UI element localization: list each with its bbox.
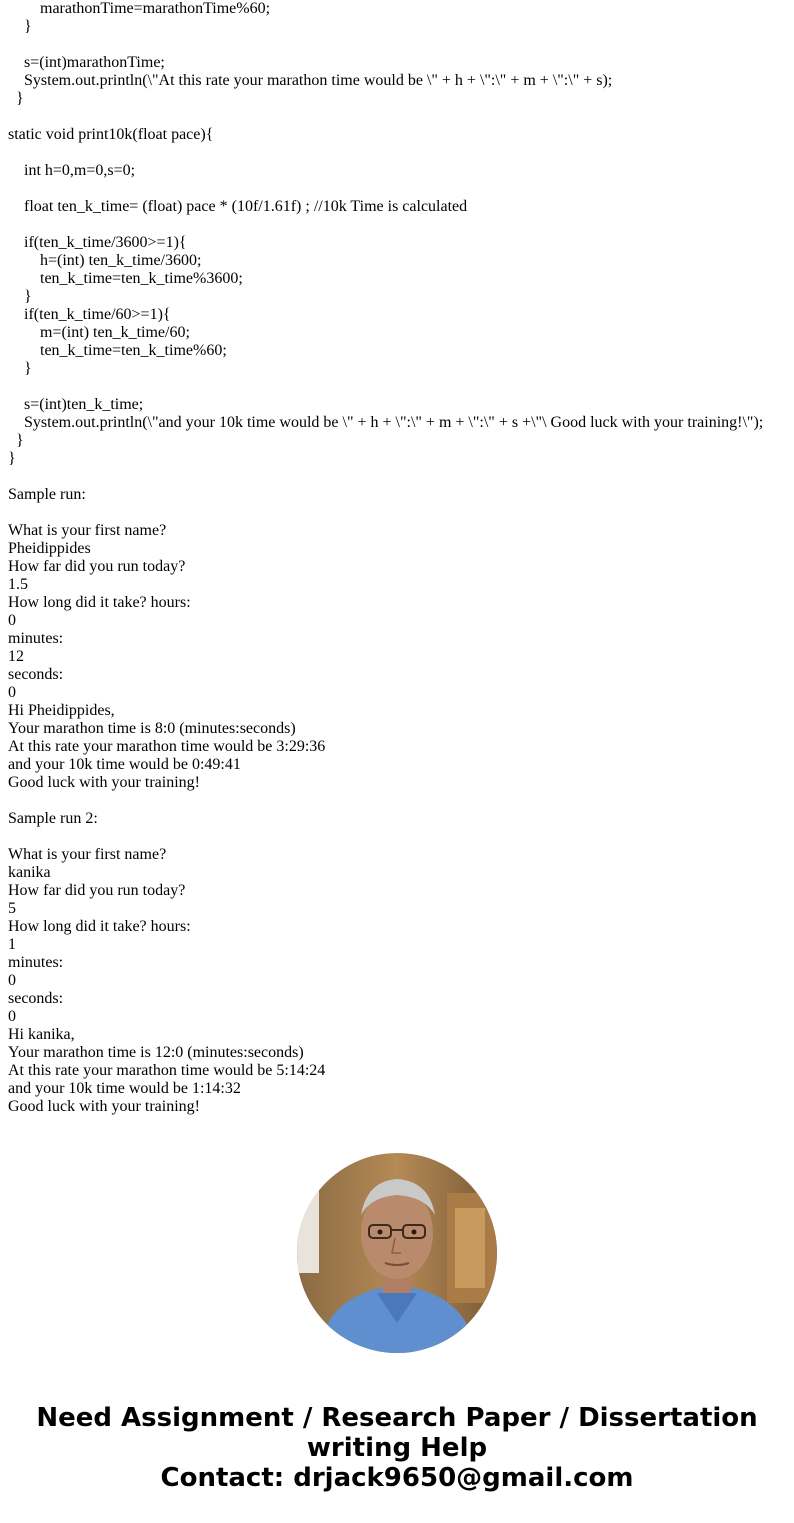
text-line: How far did you run today? — [8, 558, 186, 575]
text-line: Hi Pheidippides, — [8, 702, 115, 719]
text-line: At this rate your marathon time would be 5:14:24 — [8, 1062, 326, 1079]
text-line: Pheidippides — [8, 540, 91, 557]
text-line: float ten_k_time= (float) pace * (10f/1.61f) ; //10k Time is calculated — [8, 198, 468, 215]
text-line — [8, 144, 794, 162]
text-line: } — [8, 360, 32, 377]
text-line — [8, 36, 794, 54]
text-line: 0 — [8, 972, 16, 989]
text-line: seconds: — [8, 666, 64, 683]
text-line: static void print10k(float pace){ — [8, 126, 214, 143]
text-line: m=(int) ten_k_time/60; — [8, 324, 190, 341]
text-line: } — [8, 450, 16, 467]
text-line — [8, 504, 794, 522]
text-line: 0 — [8, 612, 16, 629]
text-line: if(ten_k_time/3600>=1){ — [8, 234, 187, 251]
text-line: } — [8, 288, 32, 305]
text-line: Sample run 2: — [8, 810, 98, 827]
text-line: What is your first name? — [8, 522, 167, 539]
text-line: At this rate your marathon time would be 3:29:36 — [8, 738, 326, 755]
text-line: if(ten_k_time/60>=1){ — [8, 306, 171, 323]
text-line — [8, 216, 794, 234]
text-line: 12 — [8, 648, 24, 665]
text-line: How long did it take? hours: — [8, 918, 191, 935]
text-line: s=(int)ten_k_time; — [8, 396, 144, 413]
text-line: ten_k_time=ten_k_time%60; — [8, 342, 227, 359]
promo-line-2: writing Help — [306, 1433, 488, 1463]
text-line: } — [8, 18, 32, 35]
text-line — [8, 828, 794, 846]
text-line: minutes: — [8, 630, 64, 647]
text-line: minutes: — [8, 954, 64, 971]
text-line: Sample run: — [8, 486, 86, 503]
text-line: } — [8, 432, 24, 449]
text-line — [8, 180, 794, 198]
code-listing — [8, 0, 794, 1116]
text-line: 5 — [8, 900, 16, 917]
promo-banner — [0, 1403, 794, 1493]
author-avatar — [297, 1153, 497, 1353]
text-line: kanika — [8, 864, 51, 881]
text-line: Hi kanika, — [8, 1026, 75, 1043]
text-line: Good luck with your training! — [8, 1098, 200, 1115]
text-line — [8, 468, 794, 486]
text-line: How long did it take? hours: — [8, 594, 191, 611]
text-line: marathonTime=marathonTime%60; — [8, 0, 271, 17]
text-line: seconds: — [8, 990, 64, 1007]
text-line: What is your first name? — [8, 846, 167, 863]
text-line: System.out.println(\"At this rate your marathon time would be \" + h + \":\" + m + \":\" + s); — [8, 72, 613, 89]
text-line: } — [8, 90, 24, 107]
text-line: Your marathon time is 8:0 (minutes:seconds) — [8, 720, 296, 737]
text-line — [8, 792, 794, 810]
author-photo — [297, 1153, 497, 1353]
text-line: 1.5 — [8, 576, 28, 593]
text-line: 0 — [8, 684, 16, 701]
text-line: int h=0,m=0,s=0; — [8, 162, 136, 179]
text-line: How far did you run today? — [8, 882, 186, 899]
text-line: h=(int) ten_k_time/3600; — [8, 252, 202, 269]
text-line: Your marathon time is 12:0 (minutes:seconds) — [8, 1044, 304, 1061]
promo-line-1: Need Assignment / Research Paper / Dissertation — [36, 1403, 758, 1433]
text-line: and your 10k time would be 0:49:41 — [8, 756, 241, 773]
text-line: System.out.println(\"and your 10k time would be \" + h + \":\" + m + \":\" + s +\"\ Good luck with your training!\"); — [8, 414, 764, 431]
text-line: and your 10k time would be 1:14:32 — [8, 1080, 241, 1097]
text-line: s=(int)marathonTime; — [8, 54, 165, 71]
promo-contact: Contact: drjack9650@gmail.com — [160, 1463, 634, 1493]
text-line: 0 — [8, 1008, 16, 1025]
text-line — [8, 108, 794, 126]
text-line: Good luck with your training! — [8, 774, 200, 791]
text-line: ten_k_time=ten_k_time%3600; — [8, 270, 243, 287]
text-line — [8, 378, 794, 396]
text-line: 1 — [8, 936, 16, 953]
